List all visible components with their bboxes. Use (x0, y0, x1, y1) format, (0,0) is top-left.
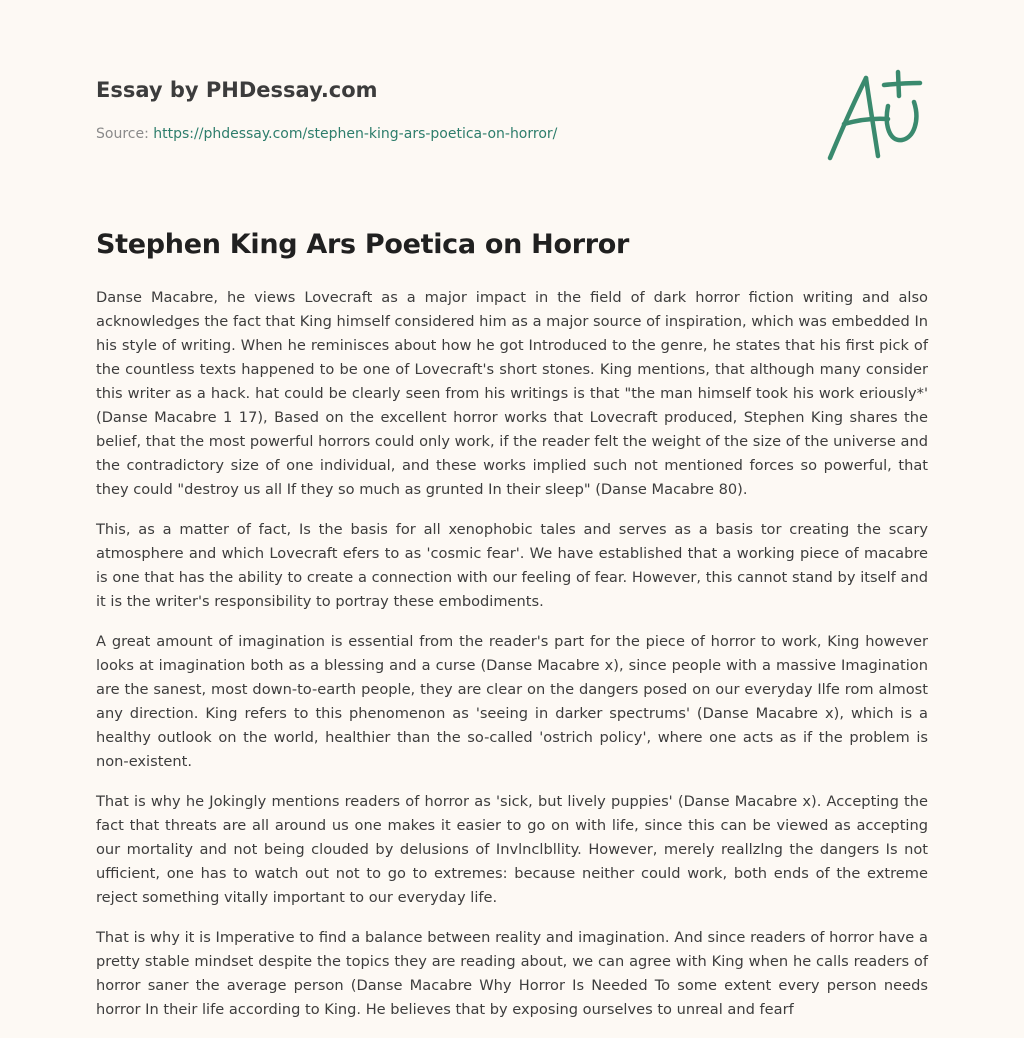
source-line (96, 124, 856, 144)
source-label: Source: (96, 126, 154, 142)
source-link[interactable]: https://phdessay.com/stephen-king-ars-poetica-on-horror/ (153, 126, 558, 142)
article-paragraph: That is why he Jokingly mentions readers of horror as 'sick, but lively puppies' (Danse Macabre x). Accepting the fact that threats are all around us one makes it easier to go on with life, since this can be viewed as accepting our mortality and not being clouded by delusions of Invlnclbllity. However, merely reallzlng the dangers Is not ufficient, one has to watch out not to go to extremes: because neither could work, both ends of the extreme reject something vitally important to our everyday life. (96, 793, 928, 906)
article-paragraph: A great amount of imagination is essential from the reader's part for the piece of horror to work, King however looks at imagination both as a blessing and a curse (Danse Macabre x), since people with a massive Imagination are the sanest, most down-to-earth people, they are clear on the dangers posed on our everyday Ilfe rom almost any direction. King refers to this phenomenon as 'seeing in darker spectrums' (Danse Macabre x), which is a healthy outlook on the world, healthier than the so-called 'ostrich policy', where one acts as if the problem is non-existent. (96, 633, 928, 770)
article-body (96, 286, 928, 1038)
article-paragraph: That is why it is Imperative to find a balance between reality and imagination. And since readers of horror have a pretty stable mindset despite the topics they are reading about, we can agree with King when he calls readers of horror saner the average person (Danse Macabre Why Horror Is Needed To some extent every person needs horror In their life according to King. He believes that by exposing ourselves to unreal and fearf (96, 929, 928, 1018)
article-paragraph: Danse Macabre, he views Lovecraft as a major impact in the field of dark horror fiction writing and also acknowledges the fact that King himself considered him as a major source of inspiration, which was embedded In his style of writing. When he reminisces about how he got Introduced to the genre, he states that his first pick of the countless texts happened to be one of Lovecraft's short stones. King mentions, that although many consider this writer as a hack. hat could be clearly seen from his writings is that "the man himself took his work eriously*' (Danse Macabre 1 17), Based on the excellent horror works that Lovecraft produced, Stephen King shares the belief, that the most powerful horrors could only work, if the reader felt the weight of the size of the universe and the contradictory size of one individual, and these works implied such not mentioned forces so powerful, that they could "destroy us all If they so much as grunted In their sleep" (Danse Macabre 80). (96, 289, 928, 498)
article-title: Stephen King Ars Poetica on Horror (96, 229, 630, 260)
brand-title: Essay by PHDessay.com (96, 78, 378, 102)
article-paragraph: This, as a matter of fact, Is the basis for all xenophobic tales and serves as a basis tor creating the scary atmosphere and which Lovecraft efers to as 'cosmic fear'. We have established that a working piece of macabre is one that has the ability to create a connection with our feeling of fear. However, this cannot stand by itself and it is the writer's responsibility to portray these embodiments. (96, 521, 928, 610)
header (96, 76, 856, 144)
a-plus-icon (822, 66, 932, 170)
